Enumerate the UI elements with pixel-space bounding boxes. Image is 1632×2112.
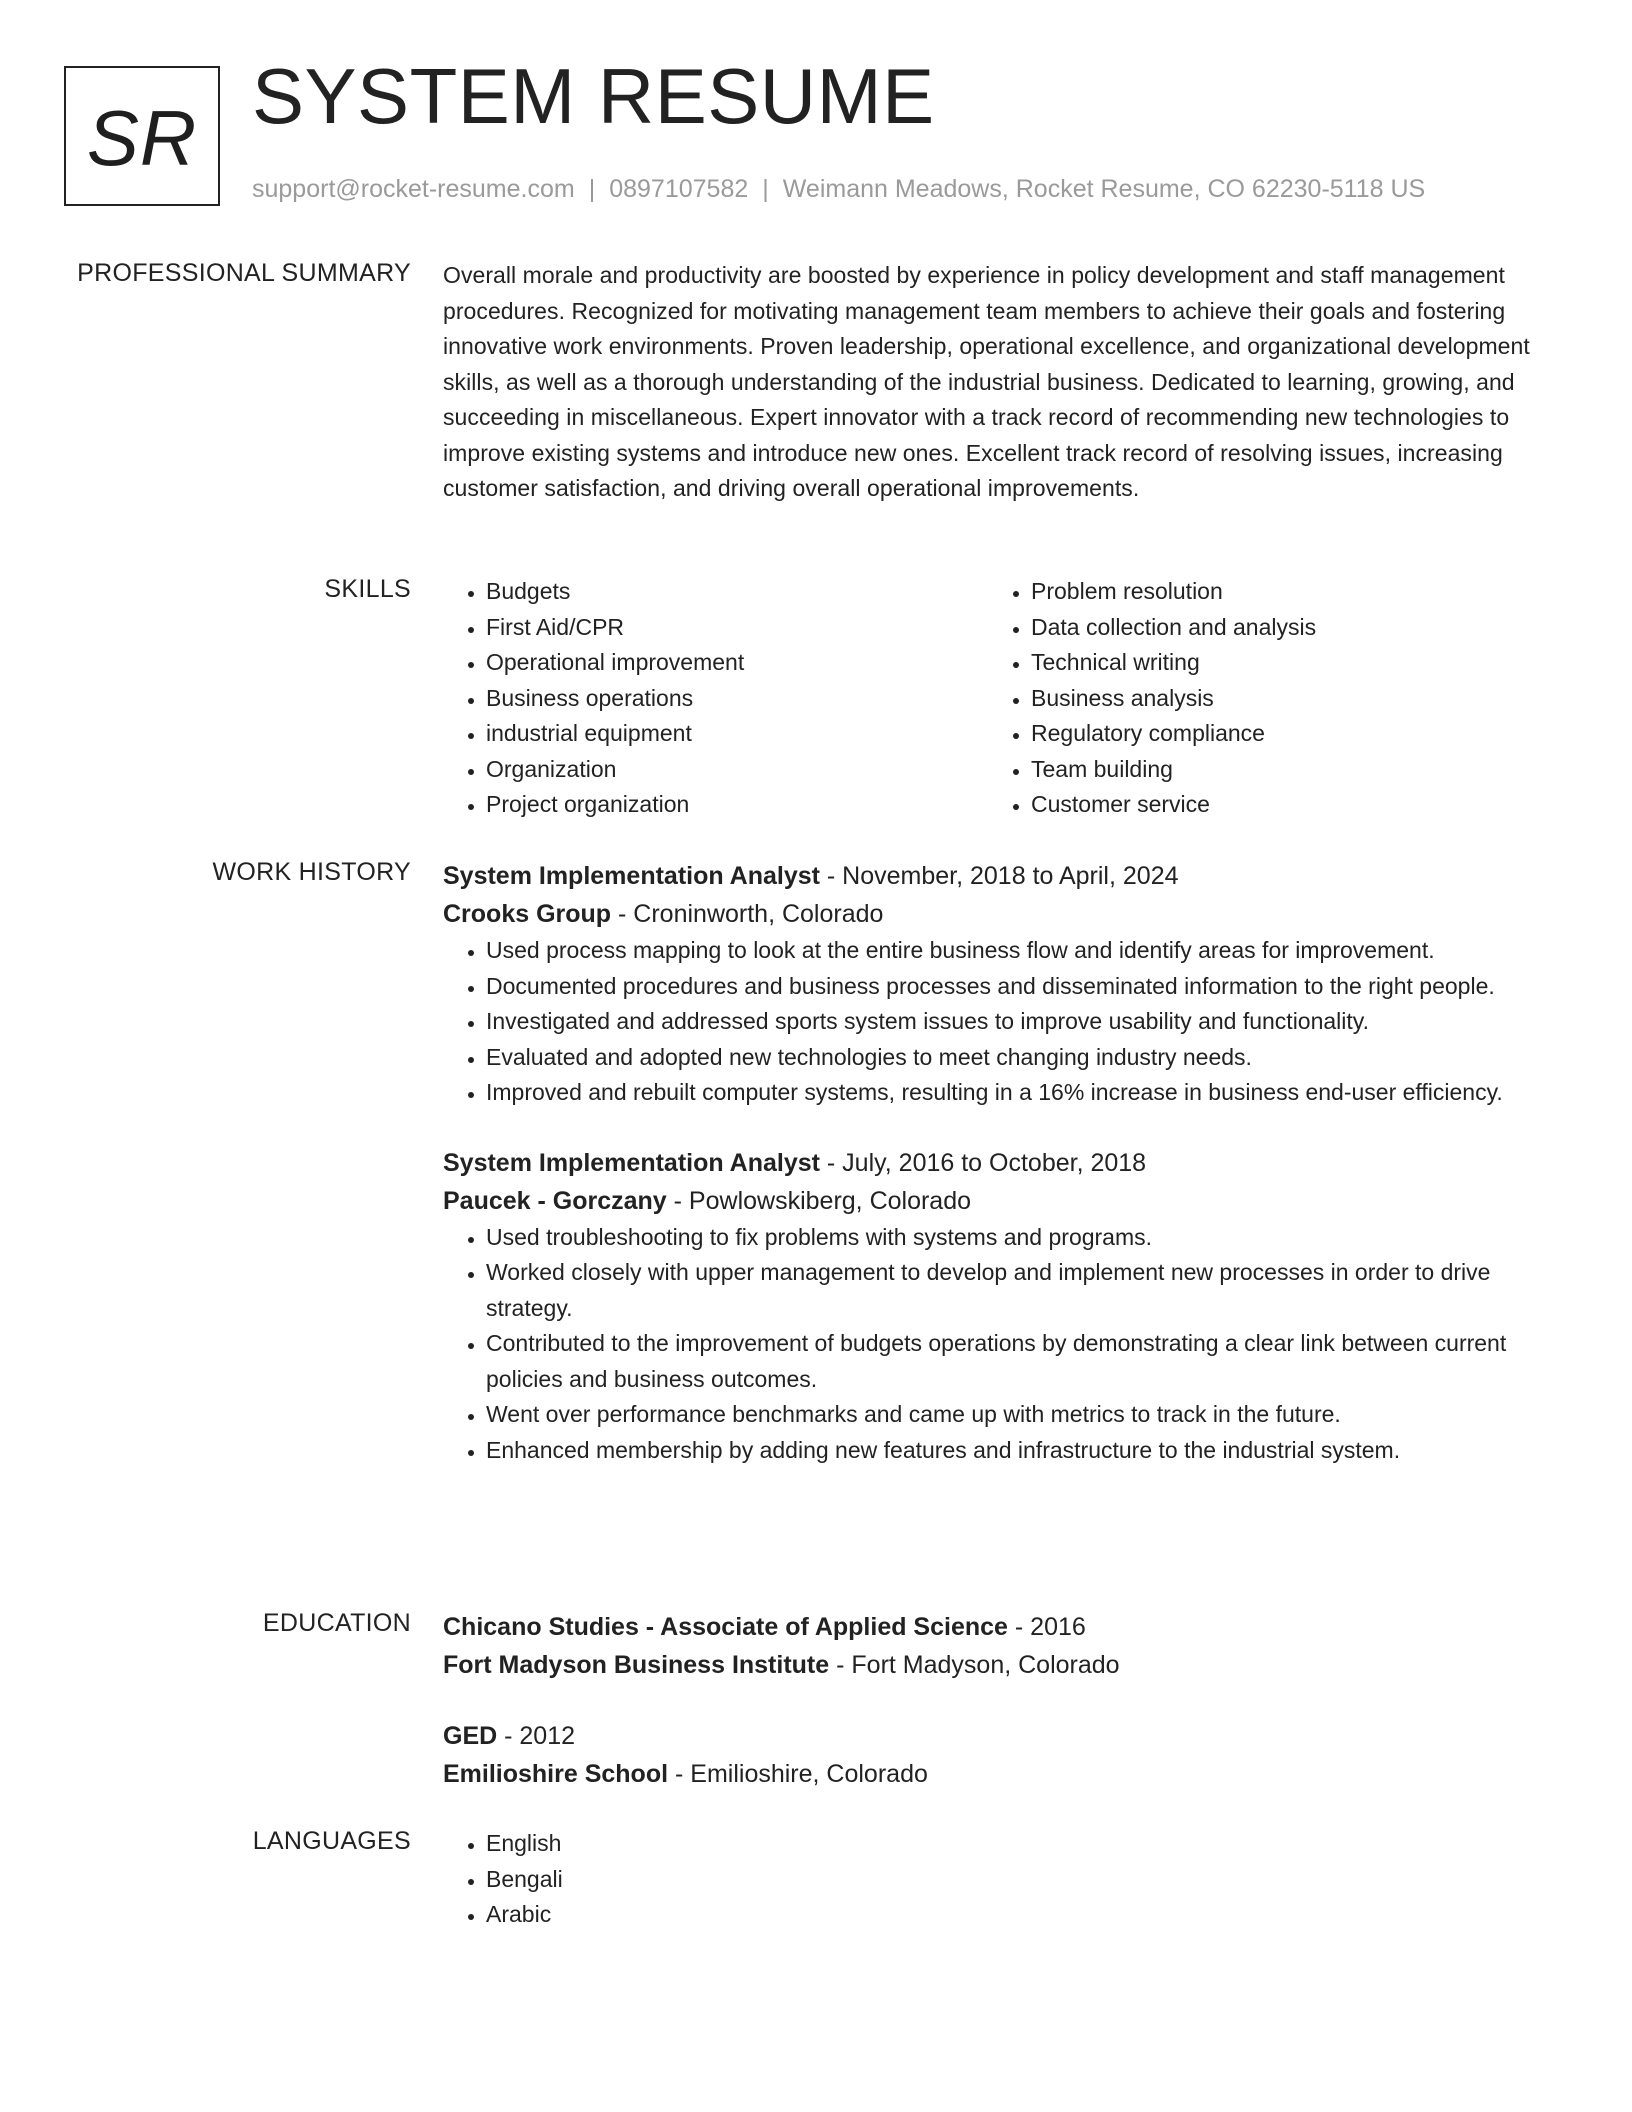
section-label-skills: SKILLS [324, 575, 411, 603]
section-label-summary: PROFESSIONAL SUMMARY [77, 259, 411, 287]
job-location: - Powlowskiberg, Colorado [666, 1186, 972, 1215]
languages-list [443, 1826, 1555, 1933]
skill-item: • Organization [486, 752, 1026, 788]
skill-item: • Regulatory compliance [1031, 716, 1571, 752]
skill-item: • Project organization [486, 787, 1026, 823]
contact-email: support@rocket-resume.com [252, 175, 575, 203]
language-item: • Bengali [486, 1862, 1555, 1898]
monogram-box [64, 66, 220, 206]
job-bullet: • Used troubleshooting to fix problems with systems and programs. [486, 1220, 1555, 1256]
language-item: • Arabic [486, 1897, 1555, 1933]
skills-list-right [988, 574, 1571, 823]
skill-item: • Business operations [486, 681, 1026, 717]
skills-list-left [443, 574, 1026, 823]
job-bullet: • Enhanced membership by adding new features and infrastructure to the industrial system. [486, 1433, 1555, 1469]
education-degree: Chicano Studies - Associate of Applied Science [443, 1613, 1008, 1641]
monogram-initials: SR [86, 94, 198, 182]
resume-name: SYSTEM RESUME [252, 52, 935, 140]
summary-body [443, 258, 1555, 507]
education-school-line [443, 1755, 1555, 1793]
job-bullet: • Evaluated and adopted new technologies to meet changing industry needs. [486, 1040, 1555, 1076]
education-body [443, 1608, 1555, 1793]
job-company-line [443, 1182, 1555, 1220]
education-entry [443, 1608, 1555, 1684]
job-entry [443, 857, 1555, 1111]
education-degree-line [443, 1608, 1555, 1646]
section-label-languages: LANGUAGES [252, 1827, 411, 1855]
contact-address: Weimann Meadows, Rocket Resume, CO 62230-5118 US [782, 175, 1426, 203]
skill-item: • Data collection and analysis [1031, 610, 1571, 646]
job-bullet-list [443, 933, 1555, 1111]
language-item: • English [486, 1826, 1555, 1862]
job-title: System Implementation Analyst [443, 1148, 820, 1177]
job-entry [443, 1144, 1555, 1469]
skill-item: • Customer service [1031, 787, 1571, 823]
contact-separator: | [588, 175, 596, 203]
skill-item: • Budgets [486, 574, 1026, 610]
education-year: - 2016 [1007, 1613, 1086, 1641]
job-bullet: • Worked closely with upper management to develop and implement new processes in order to drive strategy. [486, 1255, 1555, 1326]
job-bullet: • Improved and rebuilt computer systems, resulting in a 16% increase in business end-user efficiency. [486, 1075, 1555, 1111]
section-label-education: EDUCATION [262, 1609, 411, 1637]
education-degree: GED [443, 1722, 498, 1750]
job-bullet-list [443, 1220, 1555, 1469]
education-school: Fort Madyson Business Institute [443, 1651, 830, 1679]
job-title-line [443, 1144, 1555, 1182]
job-location: - Croninworth, Colorado [611, 900, 884, 928]
education-location: - Emilioshire, Colorado [668, 1760, 928, 1788]
job-bullet: • Contributed to the improvement of budgets operations by demonstrating a clear link between current policies and business outcomes. [486, 1326, 1555, 1397]
education-year: - 2012 [497, 1722, 576, 1750]
education-location: - Fort Madyson, Colorado [829, 1651, 1120, 1679]
job-title: System Implementation Analyst [443, 862, 820, 890]
skill-item: • Team building [1031, 752, 1571, 788]
languages-body [443, 1826, 1555, 1933]
skill-item: • Technical writing [1031, 645, 1571, 681]
job-dates: - July, 2016 to October, 2018 [819, 1148, 1147, 1177]
education-entry [443, 1717, 1555, 1793]
skill-item: • First Aid/CPR [486, 610, 1026, 646]
work-history-body [443, 857, 1555, 1468]
job-company: Paucek - Gorczany [443, 1186, 667, 1215]
job-title-line [443, 857, 1555, 895]
contact-separator: | [762, 175, 769, 203]
section-label-work-history: WORK HISTORY [212, 858, 411, 886]
education-degree-line [443, 1717, 1555, 1755]
job-bullet: • Investigated and addressed sports system issues to improve usability and functionality. [486, 1004, 1555, 1040]
skill-item: • Problem resolution [1031, 574, 1571, 610]
contact-phone: 0897107582 [609, 175, 749, 203]
job-dates: - November, 2018 to April, 2024 [819, 862, 1179, 890]
summary-text: Overall morale and productivity are boosted by experience in policy development and staff management procedures. Recognized for motivating management team members to achieve their goals and fostering innovative work environments. Proven leadership, operational excellence, and organizational development skills, as well as a thorough understanding of the industrial business. Dedicated to learning, growing, and succeeding in miscellaneous. Expert innovator with a track record of recommending new technologies to improve existing systems and introduce new ones. Excellent track record of resolving issues, increasing customer satisfaction, and driving overall operational improvements. [443, 262, 1530, 501]
skill-item: • industrial equipment [486, 716, 1026, 752]
skill-item: • Business analysis [1031, 681, 1571, 717]
job-bullet: • Documented procedures and business processes and disseminated information to the right people. [486, 969, 1555, 1005]
job-bullet: • Used process mapping to look at the entire business flow and identify areas for improvement. [486, 933, 1555, 969]
education-school: Emilioshire School [443, 1760, 669, 1788]
contact-line [252, 174, 1425, 204]
job-bullet: • Went over performance benchmarks and came up with metrics to track in the future. [486, 1397, 1555, 1433]
job-company: Crooks Group [443, 900, 612, 928]
skill-item: • Operational improvement [486, 645, 1026, 681]
education-school-line [443, 1646, 1555, 1684]
job-company-line [443, 895, 1555, 933]
